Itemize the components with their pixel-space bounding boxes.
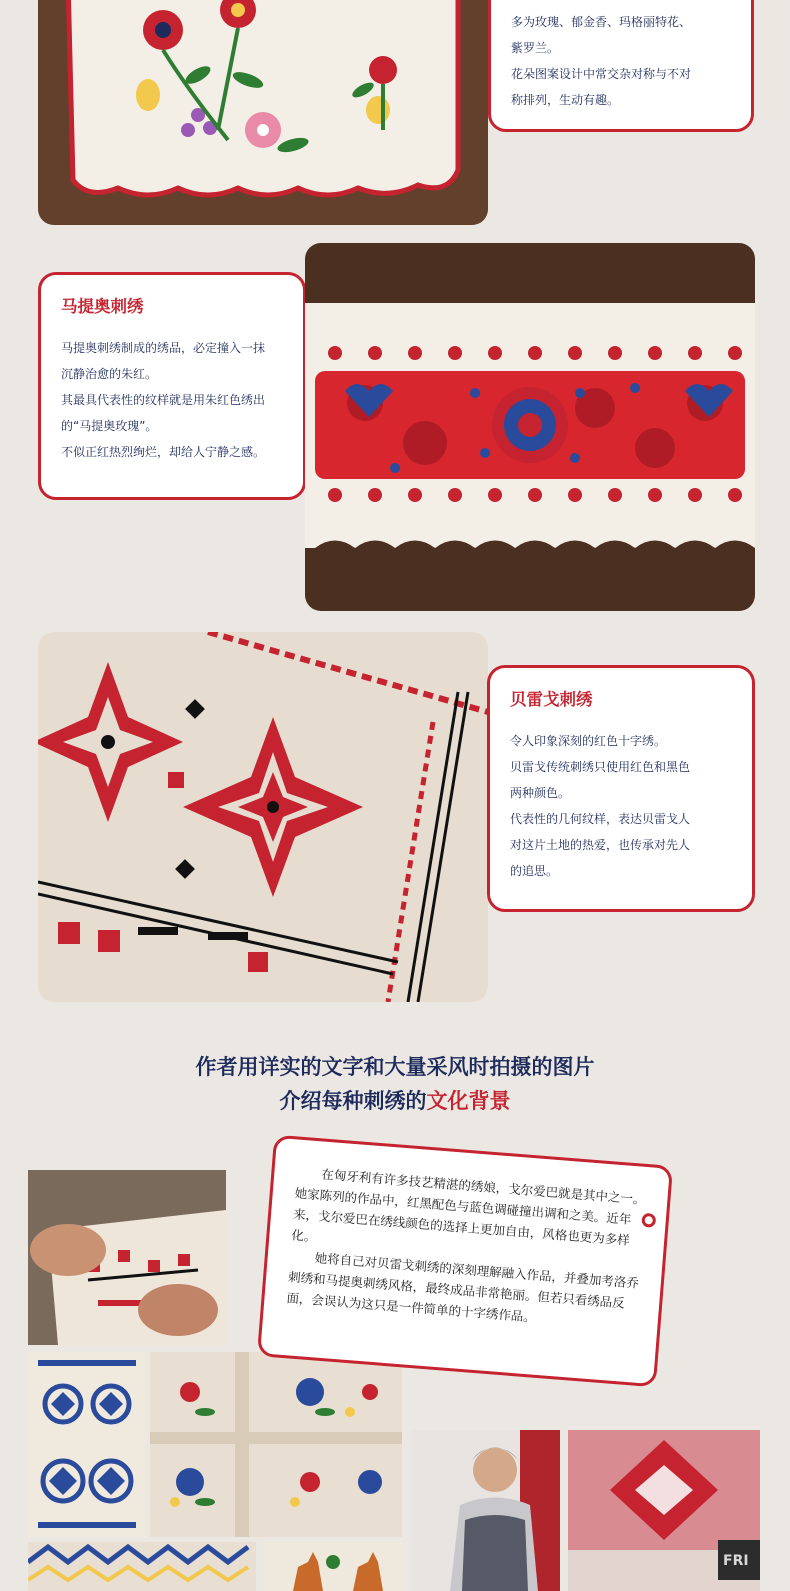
note-paragraph-2: 她将自己对贝雷戈刺绣的深刻理解融入作品，并叠加考洛乔刺绣和马提奥刺绣风格，最终成品非常艳丽。但若只看绣品反面，会误认为这只是一件简单的十字绣作品。 — [285, 1250, 640, 1325]
matyo-card — [38, 272, 306, 500]
card-line: 代表性的几何纹样，表达贝雷戈人 — [510, 812, 691, 826]
matyo-title: 马提奥刺绣 — [61, 297, 144, 316]
ring-icon — [641, 1213, 656, 1228]
card-line: 花朵图案设计中常交杂对称与不对 — [511, 67, 692, 81]
headline-line-1: 作者用详实的文字和大量采风时拍摄的图片 — [195, 1055, 595, 1079]
matyo-embroidery-photo — [305, 243, 755, 611]
hands-embroidering-photo — [28, 1170, 226, 1345]
kalocsa-embroidery-photo — [38, 0, 488, 225]
card-line: 不似正红热烈绚烂，却给人宁静之感。 — [61, 445, 266, 459]
card-line: 马提奥刺绣制成的绣品，必定撞入一抹 — [61, 341, 266, 355]
card-line: 其最具代表性的纹样就是用朱红色绣出 — [61, 393, 266, 407]
card-line: 的追思。 — [510, 864, 559, 878]
headline-line-2 — [0, 1084, 790, 1118]
card-line: 两种颜色。 — [510, 786, 571, 800]
card-line: 紫罗兰。 — [511, 41, 560, 55]
card-line: 贝雷戈传统刺绣只使用红色和黑色 — [510, 760, 691, 774]
card-line: 多为玫瑰、郁金香、玛格丽特花、 — [511, 15, 692, 29]
geometric-embroidery-photo — [28, 1542, 256, 1591]
bereg-card — [487, 665, 755, 912]
deer-embroidery-photo — [263, 1542, 403, 1591]
section-headline — [0, 1050, 790, 1118]
note-paragraph-1: 在匈牙利有许多技艺精湛的绣娘，戈尔爱巴就是其中之一。她家陈列的作品中，红黑配色与蓝色调碰撞出调和之美。近年来，戈尔爱巴在绣线颜色的选择上更加自由，风格也更为多样化。 — [290, 1166, 646, 1248]
blue-embroidery-photo — [28, 1352, 146, 1537]
embroiderer-story-note — [257, 1135, 673, 1388]
card-line: 令人印象深刻的红色十字绣。 — [510, 734, 667, 748]
card-line: 对这片土地的热爱，也传承对先人 — [510, 838, 691, 852]
card-line: 称排列，生动有趣。 — [511, 93, 620, 107]
card-line: 沉静治愈的朱红。 — [61, 367, 158, 381]
bereg-embroidery-photo — [38, 632, 488, 1002]
headline-accent: 文化背景 — [426, 1089, 511, 1113]
embroiderer-woman-photo — [410, 1430, 560, 1591]
multicolor-embroidery-photo — [150, 1352, 402, 1537]
card-line: 的“马提奥玫瑰”。 — [61, 419, 158, 433]
box-label: FRI — [723, 1553, 749, 1569]
bereg-title: 贝雷戈刺绣 — [510, 690, 593, 709]
floral-description-card — [488, 0, 754, 132]
red-embroidery-closeup-photo — [568, 1430, 760, 1591]
headline-prefix: 介绍每种刺绣的 — [279, 1089, 427, 1113]
